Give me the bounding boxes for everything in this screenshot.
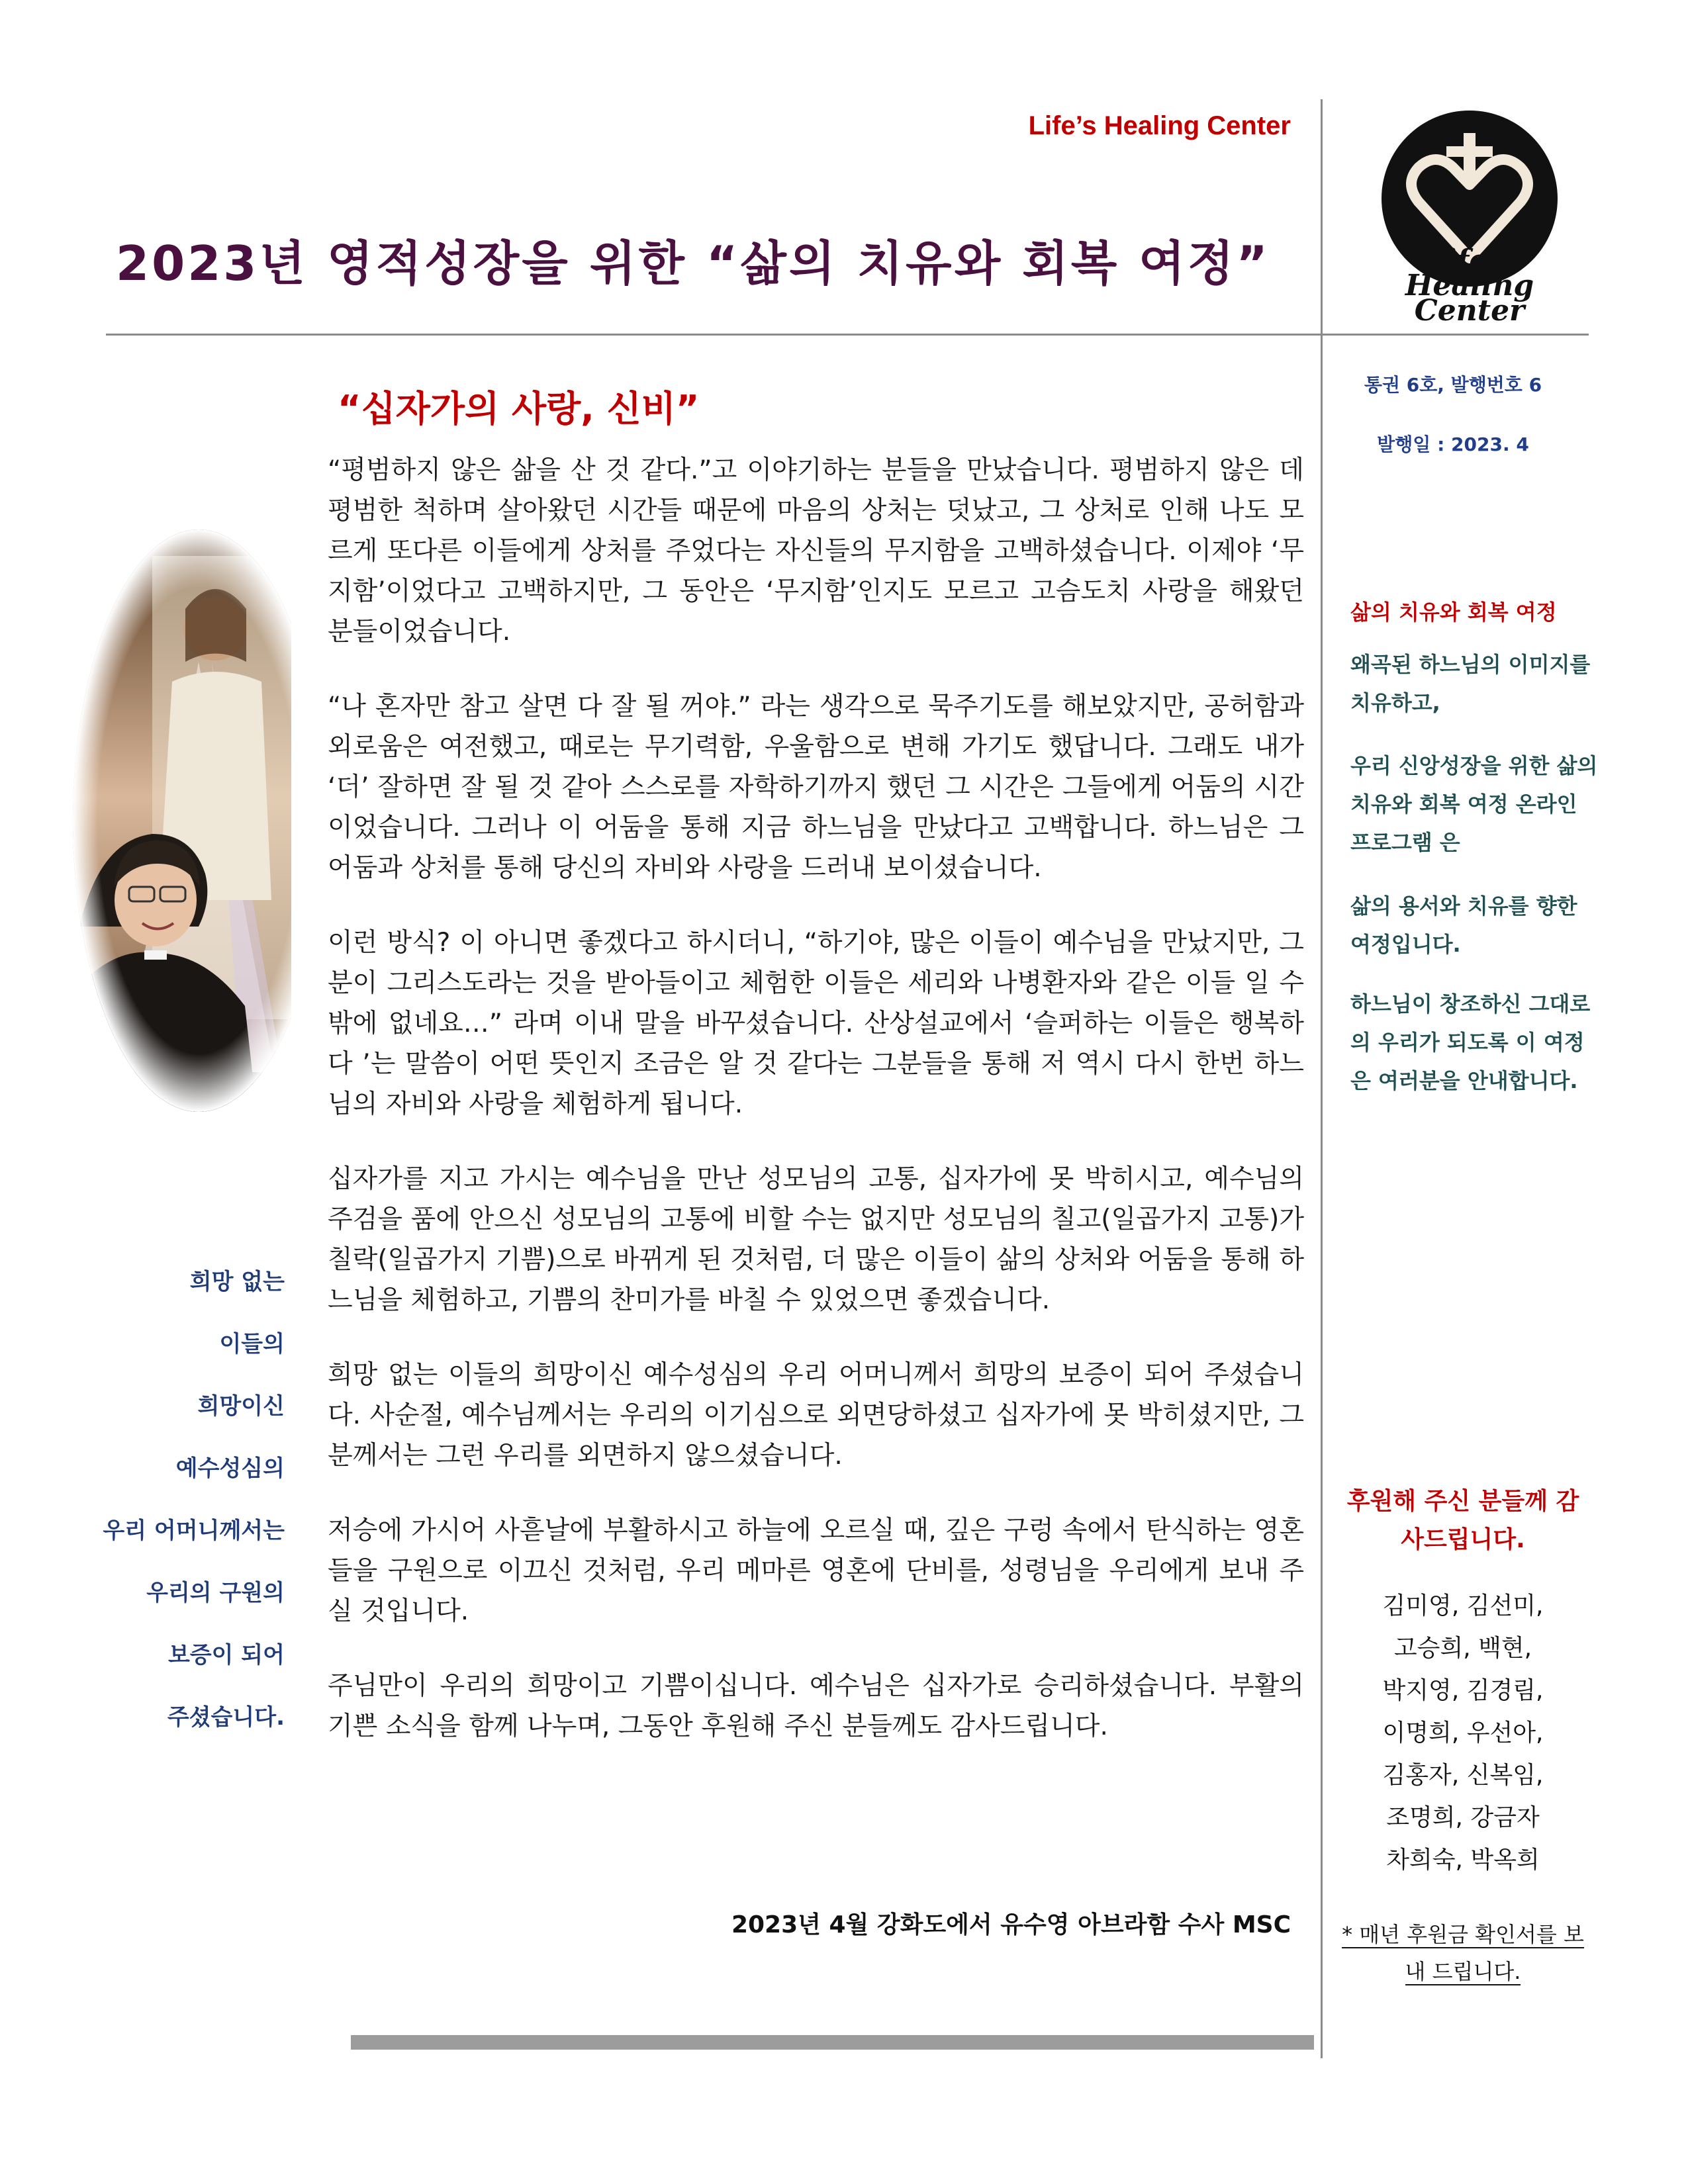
donor-line: 이명희, 우선아, [1382,1719,1544,1747]
issue-date: 발행일 : 2023. 4 [1377,433,1529,455]
donor-line: 차희숙, 박옥희 [1386,1846,1540,1874]
donor-list [1344,1585,1582,1882]
sidebar-heading: 삶의 치유와 회복 여정 [1350,600,1557,625]
donor-line: 조명희, 강금자 [1386,1804,1540,1831]
sidebar-paragraph: 우리 신앙성장을 위한 삶의 치유와 회복 여정 온라인 프로그램 은 [1350,753,1598,855]
article-title: “십자가의 사랑, 신비” [338,388,700,430]
wordmark-line: Life’s [1425,244,1515,277]
wordmark-line: Healing [1405,269,1534,302]
sidebar-paragraph: 하느님이 창조하신 그대로의 우리가 되도록 이 여정은 여러분을 안내합니다. [1350,991,1591,1093]
logo-wordmark [1350,244,1589,328]
footer-bar [351,2035,1314,2050]
pull-quote-line: 희망이신 [197,1393,285,1420]
article-body [328,450,1304,1781]
pull-quote-line: 이들의 [219,1331,285,1357]
article-paragraph: 저승에 가시어 사흗날에 부활하시고 하늘에 오르실 때, 깊은 구렁 속에서 탄식하는 영혼들을 구원으로 이끄신 것처럼, 우리 메마른 영혼에 단비를, 성령님을 우리에게 보내 주실 것입니다. [328,1516,1304,1626]
portrait-photo [73,529,291,1125]
header-divider [106,334,1589,336]
sidebar-paragraph: 왜곡된 하느님의 이미지를 치유하고, [1350,652,1591,715]
org-name: Life’s Healing Center [1028,111,1291,140]
pull-quote-line: 예수성심의 [175,1455,285,1482]
receipt-note-text: * 매년 후원금 확인서를 보내 드립니다. [1342,1922,1584,1984]
article-paragraph: 이런 방식? 이 아니면 좋겠다고 하시더니, “하기야, 많은 이들이 예수님을 만났지만, 그분이 그리스도라는 것을 받아들이고 체험한 이들은 세리와 나병환자와 같은 이들 일 수 밖에 없네요…” 라며 이내 말을 바꾸셨습니다. 산상설교에서 ‘슬퍼하는 이들은 행복하다 ’는 말씀이 어떤 뜻인지 조금은 알 것 같다는 그분들을 통해 저 역시 다시 한번 하느님의 자비와 사랑을 체험하게 됩니다. [328,928,1304,1119]
receipt-note [1334,1916,1592,1990]
article-paragraph: “나 혼자만 참고 살면 다 잘 될 꺼야.” 라는 생각으로 묵주기도를 해보았지만, 공허함과 외로움은 여전했고, 때로는 무기력함, 우울함으로 변해 가기도 했답니다. 그래도 내가 ‘더’ 잘하면 잘 될 것 같아 스스로를 자학하기까지 했던 그 시간은 그들에게 어둠의 시간이었습니다. 그러나 이 어둠을 통해 지금 하느님을 만났다고 고백합니다. 하느님은 그 어둠과 상처를 통해 당신의 자비와 사랑을 드러내 보이셨습니다. [328,692,1304,883]
pull-quote [53,1251,285,1749]
donor-line: 김홍자, 신복임, [1382,1762,1544,1789]
article-paragraph: 주님만이 우리의 희망이고 기쁨이십니다. 예수님은 십자가로 승리하셨습니다. 부활의 기쁜 소식을 함께 나누며, 그동안 후원해 주신 분들께도 감사드립니다. [328,1671,1304,1741]
sidebar-paragraph: 삶의 용서와 치유를 향한 여정입니다. [1350,893,1577,957]
wordmark-line: Center [1414,294,1525,328]
pull-quote-line: 주셨습니다. [167,1704,285,1731]
issue-volume: 통권 6호, 발행번호 6 [1364,374,1542,396]
logo-letters: LHC [1446,189,1499,239]
page-title: 2023년 영적성장을 위한 “삶의 치유와 회복 여정” [116,236,1270,291]
article-paragraph: 십자가를 지고 가시는 예수님을 만난 성모님의 고통, 십자가에 못 박히시고, 예수님의 주검을 품에 안으신 성모님의 고통에 비할 수는 없지만 성모님의 칠고(일곱가지 고통)가 칠락(일곱가지 기쁨)으로 바뀌게 된 것처럼, 더 많은 이들이 삶의 상처와 어둠을 통해 하느님을 체험하고, 기쁨의 찬미가를 바칠 수 있었으면 좋겠습니다. [328,1164,1304,1315]
donor-line: 김미영, 김선미, [1382,1592,1544,1619]
donor-line: 고승희, 백현, [1393,1635,1532,1662]
donor-line: 박지영, 김경림, [1382,1677,1544,1704]
pull-quote-line: 우리 어머니께서는 [103,1518,285,1544]
article-paragraph: “평범하지 않은 삶을 산 것 같다.”고 이야기하는 분들을 만났습니다. 평범하지 않은 데 평범한 척하며 살아왔던 시간들 때문에 마음의 상처는 덧났고, 그 상처로 인해 나도 모르게 또다른 이들에게 상처를 주었다는 자신들의 무지함을 고백하셨습니다. 이제야 ‘무지함’이었다고 고백하지만, 그 동안은 ‘무지함’인지도 모르고 고슴도치 사랑을 해왔던 분들이었습니다. [328,455,1304,647]
article-paragraph: 희망 없는 이들의 희망이신 예수성심의 우리 어머니께서 희망의 보증이 되어 주셨습니다. 사순절, 예수님께서는 우리의 이기심으로 외면당하셨고 십자가에 못 박히셨지만, 그분께서는 그런 우리를 외면하지 않으셨습니다. [328,1360,1304,1471]
thanks-heading: 후원해 주신 분들께 감사드립니다. [1346,1488,1579,1553]
pull-quote-line: 우리의 구원의 [146,1580,285,1606]
column-divider [1321,99,1323,2058]
pull-quote-line: 희망 없는 [189,1269,285,1295]
article-signature: 2023년 4월 강화도에서 유수영 아브라함 수사 MSC [731,1911,1291,1938]
pull-quote-line: 보증이 되어 [167,1642,285,1668]
